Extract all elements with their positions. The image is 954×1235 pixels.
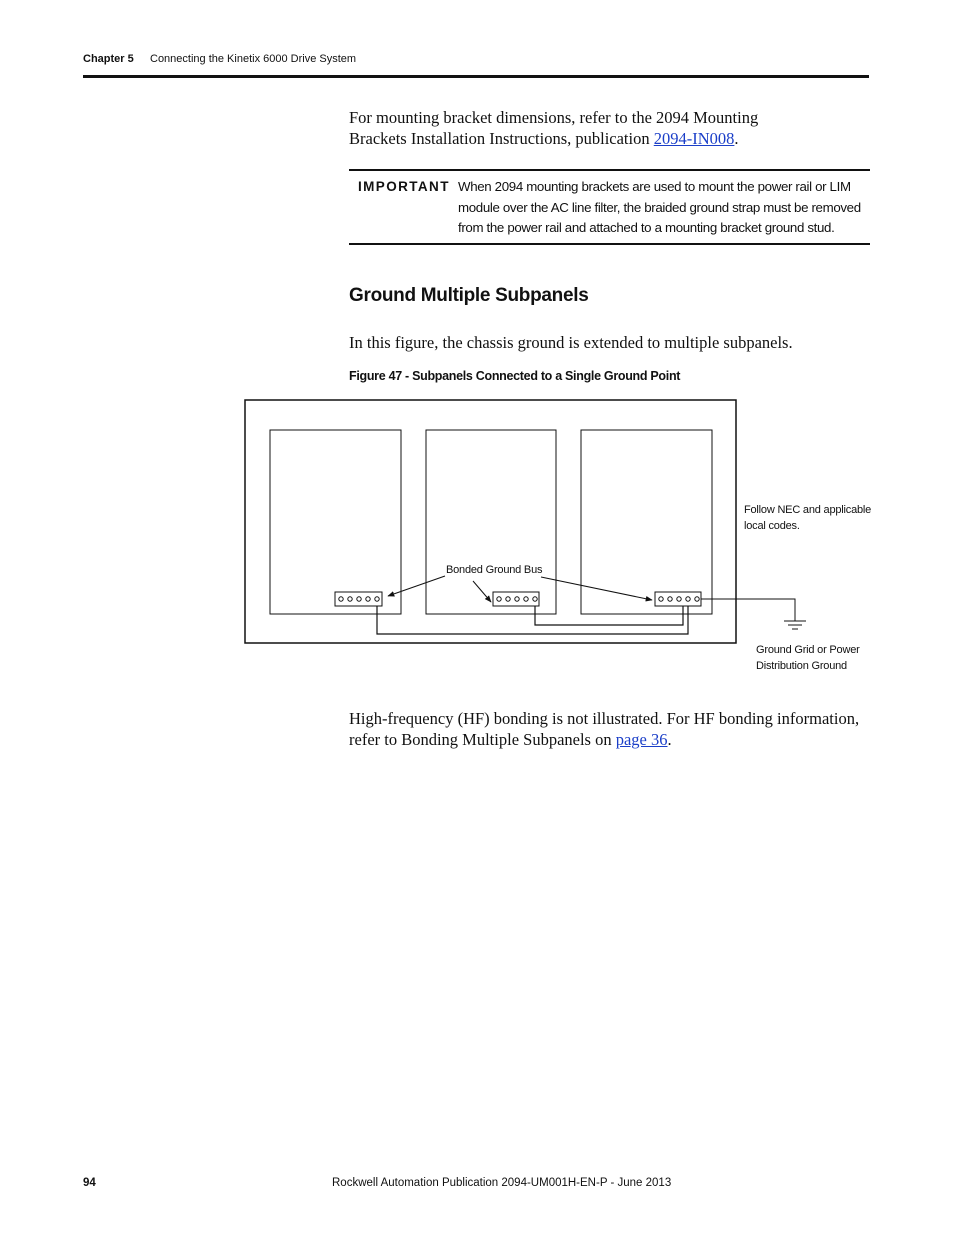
subpanel-1 [270, 430, 401, 614]
ground-grid-line-1: Ground Grid or Power [756, 644, 860, 656]
nec-note-label [744, 503, 871, 534]
section-heading: Ground Multiple Subpanels [349, 285, 589, 306]
enclosure [245, 400, 736, 643]
page-number: 94 [83, 1177, 96, 1189]
bus-arrow-3 [541, 577, 652, 600]
chapter-label: Chapter 5 [83, 53, 134, 65]
intro-end: . [734, 129, 739, 148]
closing-text: High-frequency (HF) bonding is not illustrated. For HF bonding information, refer to Bonding Multiple Subpanels on [349, 709, 860, 749]
ground-grid-line-2: Distribution Ground [756, 659, 847, 672]
subpanel-2 [426, 430, 556, 614]
ground-grid-label [756, 643, 860, 674]
nec-note-line-1: Follow NEC and applicable [744, 504, 872, 516]
earth-wire [701, 599, 795, 621]
bond-wire-outer [377, 606, 688, 634]
ground-bus-2 [493, 592, 539, 606]
bonded-ground-bus-label: Bonded Ground Bus [446, 564, 543, 576]
nec-note-line-2: local codes. [744, 519, 800, 532]
closing-paragraph [349, 708, 869, 750]
bond-wire-inner [535, 606, 683, 625]
footer-publication: Rockwell Automation Publication 2094-UM001H-EN-P - June 2013 [332, 1177, 672, 1189]
chapter-title: Connecting the Kinetix 6000 Drive System [150, 53, 357, 65]
important-label: IMPORTANT [358, 179, 450, 194]
closing-end: . [667, 730, 672, 749]
intro-text: For mounting bracket dimensions, refer to the 2094 Mounting Brackets Installation Instructions, publication [349, 108, 759, 148]
ground-bus-1 [335, 592, 382, 606]
section-body: In this figure, the chassis ground is extended to multiple subpanels. [349, 333, 793, 352]
publication-link[interactable]: 2094-IN008 [653, 129, 735, 148]
bus-arrow-2 [473, 581, 491, 602]
bus-arrow-1 [388, 576, 445, 596]
earth-ground-symbol [784, 621, 806, 629]
important-text: When 2094 mounting brackets are used to mount the power rail or LIM module over the AC line filter, the braided ground strap must be removed from the power rail and attached to a mounting bracket ground stud. [458, 179, 861, 235]
ground-bus-3 [655, 592, 701, 606]
subpanel-3 [581, 430, 712, 614]
page-link[interactable]: page 36 [615, 730, 668, 749]
figure-caption: Figure 47 - Subpanels Connected to a Single Ground Point [349, 369, 681, 383]
